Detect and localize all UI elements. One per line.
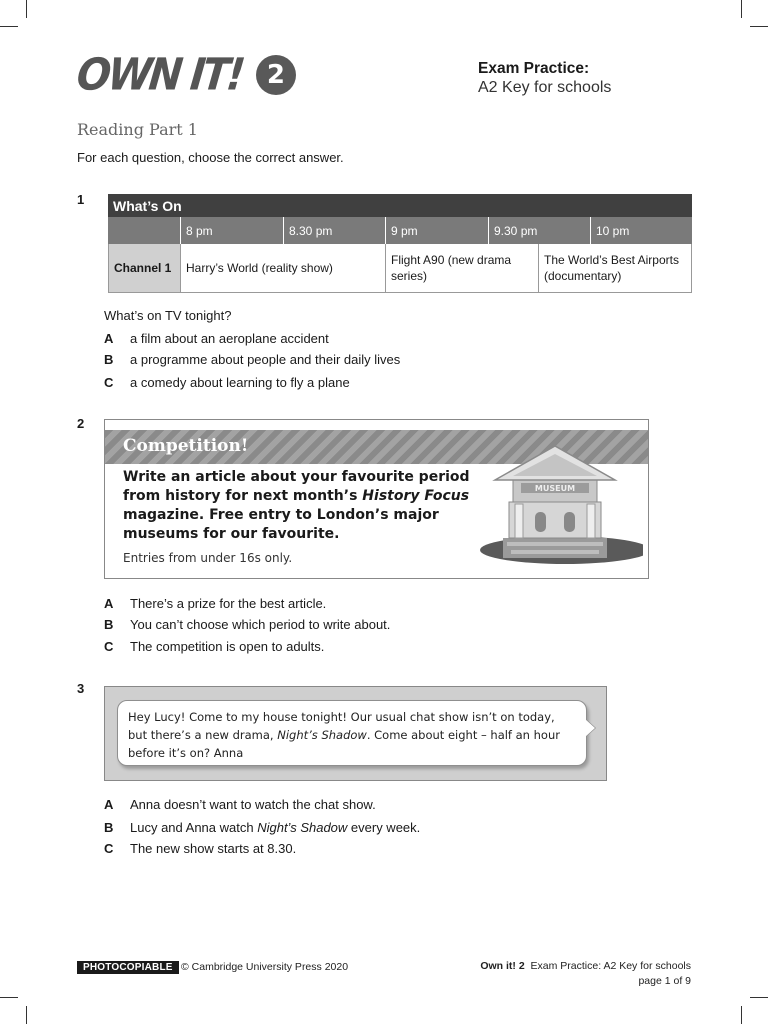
crop-mark	[0, 997, 18, 998]
q3-option-a[interactable]	[104, 797, 376, 812]
option-show-title: Night’s Shadow	[257, 820, 348, 835]
tv-schedule-table	[108, 194, 692, 293]
tv-time-corner	[108, 217, 180, 244]
tv-channel-cell: Channel 1	[109, 244, 180, 292]
question-1-prompt: What’s on TV tonight?	[104, 308, 232, 323]
option-text: There’s a prize for the best article.	[130, 596, 327, 611]
q2-option-b[interactable]	[104, 617, 390, 632]
museum-illustration	[473, 442, 643, 570]
show-title: Night’s Shadow	[277, 728, 367, 742]
page-number: page 1 of 9	[638, 975, 691, 987]
message-text-part: . Come about eight – half an hour before it’s on? Anna	[128, 728, 560, 760]
tv-time-cell: 8 pm	[180, 217, 283, 244]
tv-time-cell: 9 pm	[385, 217, 488, 244]
tv-show-cell: The World’s Best Airports (documentary)	[538, 244, 691, 292]
option-text: a programme about people and their daily lives	[130, 352, 401, 367]
own-it-logo	[74, 49, 296, 101]
museum-column	[587, 504, 595, 538]
tv-table-title: What’s On	[108, 194, 692, 217]
crop-mark	[741, 1006, 742, 1024]
q3-option-b[interactable]	[104, 820, 420, 835]
museum-step	[507, 542, 603, 546]
footer-exam-title: Exam Practice: A2 Key for schools	[530, 960, 691, 972]
question-number-1: 1	[77, 192, 85, 207]
footer-title	[480, 960, 691, 972]
logo-text: OWN IT!	[74, 49, 245, 101]
message-panel	[104, 686, 607, 781]
crop-mark	[26, 0, 27, 18]
magazine-name: History Focus	[362, 488, 470, 504]
competition-text-part: magazine. Free entry to London’s major museums for our favourite.	[123, 507, 439, 542]
competition-heading: Competition!	[123, 436, 249, 456]
instruction: For each question, choose the correct answer.	[77, 150, 344, 165]
exam-title: Exam Practice:	[478, 60, 590, 77]
crop-mark	[750, 997, 768, 998]
photocopiable-badge: PHOTOCOPIABLE	[77, 961, 179, 974]
q2-option-c[interactable]	[104, 639, 324, 654]
crop-mark	[750, 26, 768, 27]
option-letter: C	[104, 841, 114, 856]
competition-notice	[104, 419, 649, 579]
option-text: Lucy and Anna watch	[130, 820, 258, 835]
q3-option-c[interactable]	[104, 841, 296, 856]
option-text: Anna doesn’t want to watch the chat show.	[130, 797, 376, 812]
option-letter: B	[104, 820, 114, 835]
q1-option-c[interactable]	[104, 375, 350, 390]
tv-time-row	[108, 217, 692, 244]
option-letter: A	[104, 797, 114, 812]
question-number-3: 3	[77, 681, 85, 696]
exam-subtitle: A2 Key for schools	[478, 79, 612, 96]
option-letter: C	[104, 639, 114, 654]
competition-eligibility: Entries from under 16s only.	[123, 551, 293, 565]
message-bubble-tail	[585, 719, 595, 737]
option-letter: A	[104, 331, 114, 346]
museum-window	[535, 512, 546, 532]
footer-brand: Own it! 2	[480, 960, 525, 972]
logo-level-badge: 2	[256, 55, 296, 95]
option-letter: B	[104, 352, 114, 367]
copyright: © Cambridge University Press 2020	[181, 961, 349, 973]
option-letter: B	[104, 617, 114, 632]
tv-show-cell: Flight A90 (new drama series)	[385, 244, 538, 292]
option-text: You can’t choose which period to write about.	[130, 617, 391, 632]
section-title: Reading Part 1	[77, 120, 198, 139]
message-bubble	[117, 700, 587, 766]
museum-sign: MUSEUM	[534, 484, 576, 493]
tv-show-cell: Harry’s World (reality show)	[180, 244, 385, 292]
museum-window	[564, 512, 575, 532]
tv-time-cell: 9.30 pm	[488, 217, 590, 244]
museum-steps	[503, 538, 607, 558]
option-text: every week.	[347, 820, 421, 835]
question-number-2: 2	[77, 416, 85, 431]
q1-option-b[interactable]	[104, 352, 400, 367]
museum-step	[511, 550, 599, 554]
option-text: The new show starts at 8.30.	[130, 841, 297, 856]
tv-channel-row	[108, 244, 692, 293]
crop-mark	[26, 1006, 27, 1024]
crop-mark	[741, 0, 742, 18]
message-text-part: Hey Lucy! Come to my house tonight! Our usual chat show isn’t on today, but there’s a new drama,	[128, 710, 555, 742]
competition-text-part: Write an article about your favourite period from history for next month’s	[123, 469, 470, 504]
q1-option-a[interactable]	[104, 331, 329, 346]
tv-time-cell: 8.30 pm	[283, 217, 385, 244]
option-text: The competition is open to adults.	[130, 639, 325, 654]
q2-option-a[interactable]	[104, 596, 326, 611]
option-letter: A	[104, 596, 114, 611]
option-letter: C	[104, 375, 114, 390]
museum-column	[515, 504, 523, 538]
option-text: a film about an aeroplane accident	[130, 331, 329, 346]
competition-text	[123, 468, 493, 544]
option-text: a comedy about learning to fly a plane	[130, 375, 350, 390]
tv-time-cell: 10 pm	[590, 217, 692, 244]
crop-mark	[0, 26, 18, 27]
